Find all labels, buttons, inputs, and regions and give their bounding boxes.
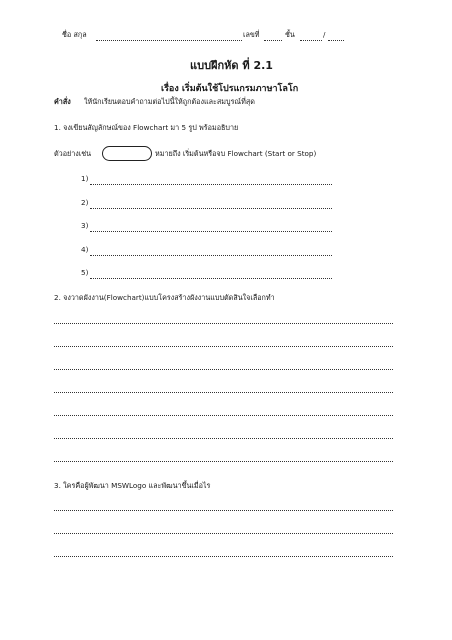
name-field[interactable] — [96, 40, 242, 41]
q2-answer-line-3[interactable] — [54, 369, 393, 370]
example-text: หมายถึง เริ่มต้นหรือจบ Flowchart (Start or Stop) — [155, 149, 317, 158]
q2-answer-line-4[interactable] — [54, 392, 393, 393]
grade-field[interactable] — [300, 40, 322, 41]
grade-label: ชั้น — [285, 30, 295, 39]
name-label: ชื่อ สกุล — [62, 30, 87, 39]
grade-slash: / — [323, 30, 326, 39]
instruction-label: คำสั่ง — [54, 97, 71, 106]
answer-item-2-label: 2) — [81, 198, 89, 207]
number-field[interactable] — [264, 40, 282, 41]
q2-answer-line-5[interactable] — [54, 415, 393, 416]
q2-answer-line-6[interactable] — [54, 438, 393, 439]
q3-answer-line-2[interactable] — [54, 533, 393, 534]
answer-item-3-label: 3) — [81, 221, 89, 230]
answer-item-1-label: 1) — [81, 174, 89, 183]
question-3-text: 3. ใครคือผู้พัฒนา MSWLogo และพัฒนาขึ้นเมื่อไร — [54, 481, 211, 490]
question-2-text: 2. จงวาดผังงาน(Flowchart)แบบโครงสร้างผังงานแบบตัดสินใจเลือกทำ — [54, 293, 275, 302]
answer-item-4-label: 4) — [81, 245, 89, 254]
answer-item-5-label: 5) — [81, 268, 89, 277]
q2-answer-line-7[interactable] — [54, 461, 393, 462]
q2-answer-line-1[interactable] — [54, 323, 393, 324]
page-title: แบบฝึกหัด ที่ 2.1 — [190, 59, 273, 72]
class-room-field[interactable] — [328, 40, 344, 41]
terminal-symbol — [102, 146, 152, 161]
answer-line-3[interactable] — [90, 231, 332, 232]
answer-line-1[interactable] — [90, 184, 332, 185]
q2-answer-line-2[interactable] — [54, 346, 393, 347]
number-label: เลขที่ — [243, 30, 260, 39]
instruction-text: ให้นักเรียนตอบคำถามต่อไปนี้ให้ถูกต้องและสมบูรณ์ที่สุด — [84, 97, 255, 106]
example-label: ตัวอย่างเช่น — [54, 149, 92, 158]
question-1-text: 1. จงเขียนสัญลักษณ์ของ Flowchart มา 5 รูป พร้อมอธิบาย — [54, 123, 239, 132]
page-subtitle: เรื่อง เริ่มต้นใช้โปรแกรมภาษาโลโก — [161, 84, 299, 94]
answer-line-5[interactable] — [90, 278, 332, 279]
q3-answer-line-3[interactable] — [54, 556, 393, 557]
answer-line-4[interactable] — [90, 255, 332, 256]
q3-answer-line-1[interactable] — [54, 510, 393, 511]
answer-line-2[interactable] — [90, 208, 332, 209]
